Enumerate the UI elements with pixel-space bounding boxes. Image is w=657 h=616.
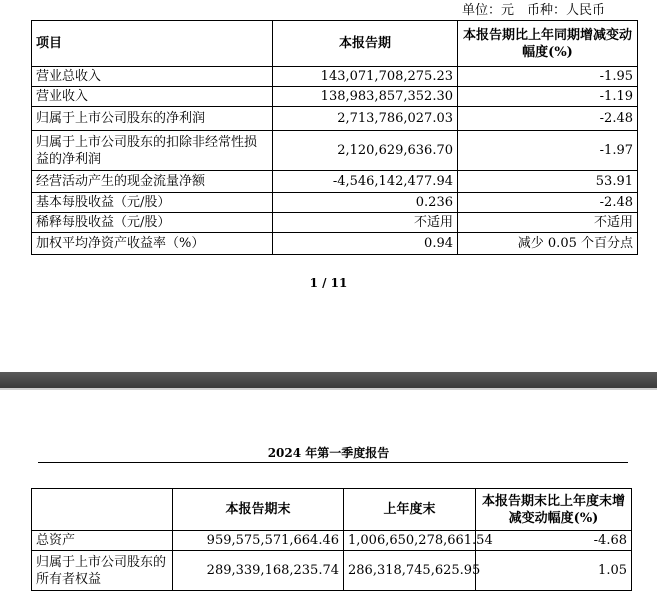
row-item: 总资产: [32, 531, 173, 551]
row-current: 2,120,629,636.70: [273, 131, 458, 171]
row-current: 不适用: [273, 213, 458, 233]
row-prior-year-end: 1,006,650,278,661.54: [344, 531, 476, 551]
row-change: -2.48: [458, 107, 638, 131]
table-row: [32, 67, 638, 87]
row-current: 0.236: [273, 193, 458, 213]
row-current: 0.94: [273, 233, 458, 255]
header-item: [32, 489, 173, 531]
header-yoy-change: 本报告期比上年同期增减变动幅度(%): [458, 21, 638, 67]
header-change: 本报告期末比上年度末增减变动幅度(%): [476, 489, 632, 531]
table-row: [32, 171, 638, 193]
table-row: [32, 131, 638, 171]
key-financial-data-table: [31, 20, 638, 255]
row-change: 53.91: [458, 171, 638, 193]
balance-data-table: [31, 488, 632, 591]
header-current-period: 本报告期: [273, 21, 458, 67]
row-current: 143,071,708,275.23: [273, 67, 458, 87]
unit-currency-note: 单位：元 币种：人民币: [462, 3, 606, 18]
row-change: -1.97: [458, 131, 638, 171]
header-item: 项目: [32, 21, 273, 67]
row-prior-year-end: 286,318,745,625.95: [344, 551, 476, 591]
row-change: -2.48: [458, 193, 638, 213]
table-row: [32, 193, 638, 213]
row-current: 2,713,786,027.03: [273, 107, 458, 131]
header-prior-year-end: 上年度末: [344, 489, 476, 531]
row-change: 1.05: [476, 551, 632, 591]
row-change: 减少 0.05 个百分点: [458, 233, 638, 255]
row-item: 归属于上市公司股东的所有者权益: [32, 551, 173, 591]
row-current-end: 959,575,571,664.46: [173, 531, 344, 551]
row-item: 归属于上市公司股东的净利润: [32, 107, 273, 131]
page-separator-edge: [0, 388, 657, 390]
header-current-end: 本报告期末: [173, 489, 344, 531]
table-row: [32, 551, 632, 591]
table-row: [32, 213, 638, 233]
header-rule: [38, 462, 628, 463]
row-current: -4,546,142,477.94: [273, 171, 458, 193]
row-item: 归属于上市公司股东的扣除非经常性损益的净利润: [32, 131, 273, 171]
row-change: -1.19: [458, 87, 638, 107]
row-change: -4.68: [476, 531, 632, 551]
table-row: [32, 87, 638, 107]
row-item: 营业总收入: [32, 67, 273, 87]
row-item: 加权平均净资产收益率（%）: [32, 233, 273, 255]
page-separator: [0, 372, 657, 388]
row-change: 不适用: [458, 213, 638, 233]
row-current-end: 289,339,168,235.74: [173, 551, 344, 591]
row-item: 基本每股收益（元/股）: [32, 193, 273, 213]
row-change: -1.95: [458, 67, 638, 87]
row-item: 经营活动产生的现金流量净额: [32, 171, 273, 193]
table-row: [32, 233, 638, 255]
table-row: [32, 107, 638, 131]
row-item: 稀释每股收益（元/股）: [32, 213, 273, 233]
row-current: 138,983,857,352.30: [273, 87, 458, 107]
table-row: [32, 531, 632, 551]
row-item: 营业收入: [32, 87, 273, 107]
report-header: 2024 年第一季度报告: [267, 446, 390, 460]
page-number: 1 / 11: [309, 276, 348, 290]
